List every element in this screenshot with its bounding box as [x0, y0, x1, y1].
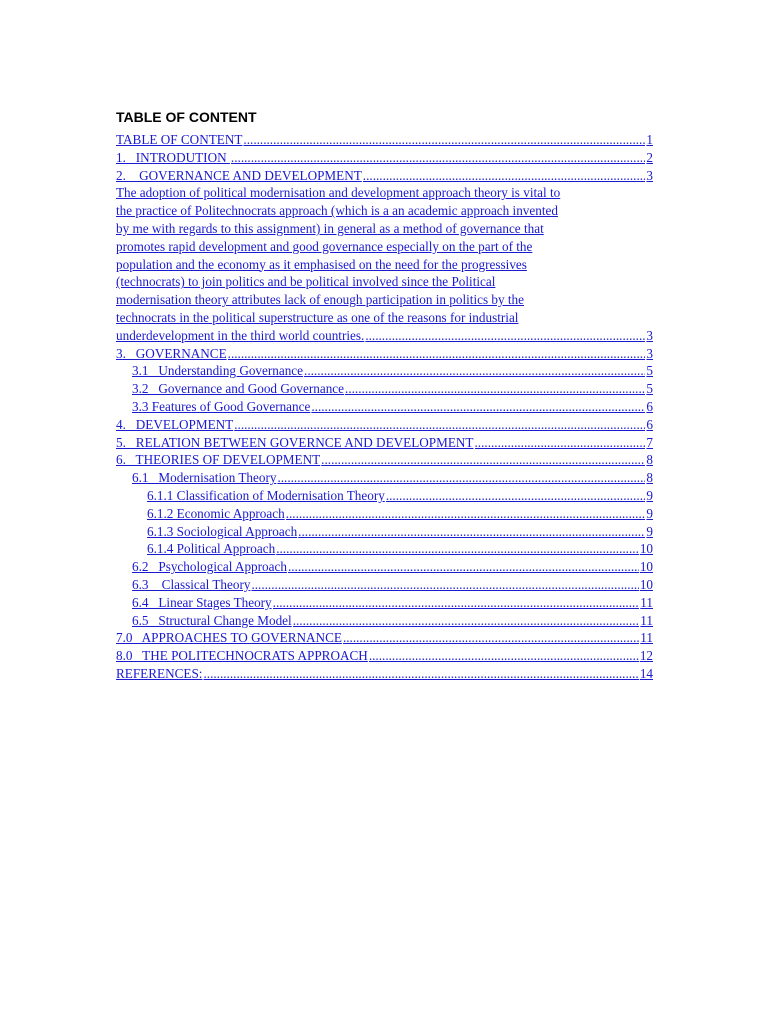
toc-paragraph-line: modernisation theory attributes lack of enough participation in politics by the	[116, 292, 524, 308]
toc-entry-page: 10	[639, 559, 653, 575]
toc-entry-modernisation-theory[interactable]	[116, 469, 653, 487]
toc-entry-page: 5	[646, 381, 653, 397]
toc-entry-page: 1	[646, 132, 653, 147]
toc-leader-dots	[293, 612, 640, 630]
toc-entry-title: 6.1.1 Classification of Modernisation Theory	[147, 487, 385, 503]
toc-entry-page: 3	[646, 345, 653, 361]
toc-entry-approaches-to-governance[interactable]	[116, 629, 653, 647]
toc-entry-page: 11	[640, 612, 653, 628]
toc-entry-title: 1. INTRODUTION	[116, 149, 230, 165]
toc-entry-title: 6.1.3 Sociological Approach	[147, 523, 298, 539]
toc-entry-title: 6.2 Psychological Approach	[132, 559, 287, 575]
toc-entry-governance-and-good-governance[interactable]	[116, 380, 653, 398]
toc-entry-page: 8	[646, 452, 653, 468]
toc-entry-title: 3.1 Understanding Governance	[132, 363, 304, 379]
toc-entry-title: 7.0 APPROACHES TO GOVERNANCE	[116, 630, 342, 646]
toc-entry-title: 6.1 Modernisation Theory	[132, 470, 277, 486]
toc-leader-dots	[231, 149, 645, 167]
toc-entry-references[interactable]	[116, 665, 653, 683]
toc-entry-title: 2. GOVERNANCE AND DEVELOPMENT	[116, 167, 362, 183]
toc-paragraph-line: promotes rapid development and good governance especially on the part of the	[116, 238, 533, 254]
toc-entry-title: 6.4 Linear Stages Theory	[132, 594, 272, 610]
toc-entry-introduction[interactable]	[116, 149, 653, 167]
toc-heading: TABLE OF CONTENT	[116, 109, 257, 125]
toc-leader-dots	[386, 487, 646, 505]
toc-entry-title: 6. THEORIES OF DEVELOPMENT	[116, 452, 321, 468]
toc-entry-sociological-approach[interactable]	[116, 523, 653, 541]
toc-leader-dots	[273, 594, 640, 612]
toc-entry-features-of-good-governance[interactable]	[116, 398, 653, 416]
toc-entry-page: 3	[646, 327, 653, 343]
toc-entry-title: 8.0 THE POLITECHNOCRATS APPROACH	[116, 648, 368, 664]
toc-entry-theories-of-development[interactable]	[116, 451, 653, 469]
toc-entry-title: REFERENCES:	[116, 665, 203, 681]
toc-leader-dots	[365, 327, 645, 345]
toc-entry-page: 3	[646, 167, 653, 183]
toc-entry-page: 11	[640, 630, 653, 646]
toc-entry-title: TABLE OF CONTENT	[116, 132, 243, 147]
toc-entry-page: 9	[646, 487, 653, 503]
toc-leader-dots	[288, 558, 639, 576]
toc-entry-page: 11	[640, 594, 653, 610]
toc-leader-dots	[243, 131, 645, 149]
toc-leader-dots	[203, 665, 638, 683]
toc-leader-dots	[321, 451, 645, 469]
toc-entry-economic-approach[interactable]	[116, 505, 653, 523]
toc-entry-title: 6.3 Classical Theory	[132, 576, 251, 592]
toc-entry-classification-modernisation[interactable]	[116, 487, 653, 505]
toc-leader-dots	[286, 505, 646, 523]
toc-entry-governance[interactable]	[116, 345, 653, 363]
toc-entry-page: 9	[646, 505, 653, 521]
toc-entry-understanding-governance[interactable]	[116, 362, 653, 380]
toc-entry-page: 12	[639, 648, 653, 664]
toc-entry-title: 3. GOVERNANCE	[116, 345, 227, 361]
toc-entry-title: 4. DEVELOPMENT	[116, 416, 234, 432]
toc-leader-dots	[228, 345, 646, 363]
toc-entry-classical-theory[interactable]	[116, 576, 653, 594]
toc-leader-dots	[277, 469, 645, 487]
toc-entry-governance-and-development[interactable]	[116, 167, 653, 185]
toc-paragraph-line: underdevelopment in the third world countries.	[116, 327, 365, 343]
toc-entry-title: 6.1.4 Political Approach	[147, 541, 276, 557]
toc-paragraph-line: the practice of Politechnocrats approach (which is a an academic approach invented	[116, 203, 558, 219]
toc-entry-title: 3.3 Features of Good Governance	[132, 398, 311, 414]
toc-leader-dots	[298, 523, 645, 541]
toc-entry-page: 7	[646, 434, 653, 450]
toc-paragraph-line: (technocrats) to join politics and be political involved since the Political	[116, 274, 496, 290]
toc-leader-dots	[234, 416, 645, 434]
toc-leader-dots	[311, 398, 645, 416]
toc-leader-dots	[345, 380, 645, 398]
toc-entry-title: 3.2 Governance and Good Governance	[132, 381, 345, 397]
toc-entry-relation-governance-development[interactable]	[116, 434, 653, 452]
toc-paragraph-line: by me with regards to this assignment) in general as a method of governance that	[116, 220, 544, 236]
toc-entry-page: 10	[639, 576, 653, 592]
document-page	[116, 108, 653, 683]
toc-entry-page: 8	[646, 470, 653, 486]
toc-entry-paragraph[interactable]	[116, 184, 653, 344]
toc-entry-psychological-approach[interactable]	[116, 558, 653, 576]
toc-list	[116, 131, 653, 683]
toc-entry-page: 2	[646, 149, 653, 165]
toc-entry-title: 6.5 Structural Change Model	[132, 612, 292, 628]
toc-leader-dots	[369, 647, 639, 665]
toc-entry-title: 6.1.2 Economic Approach	[147, 505, 285, 521]
toc-entry-page: 5	[646, 363, 653, 379]
toc-entry-page: 14	[639, 665, 653, 681]
toc-paragraph-line: The adoption of political modernisation and development approach theory is vital to	[116, 185, 561, 201]
toc-entry-title: 5. RELATION BETWEEN GOVERNCE AND DEVELOPMENT	[116, 434, 474, 450]
toc-paragraph-line: technocrats in the political superstructure as one of the reasons for industrial	[116, 309, 519, 325]
toc-leader-dots	[343, 629, 639, 647]
toc-entry-page: 9	[646, 523, 653, 539]
toc-paragraph-line: population and the economy as it emphasised on the need for the progressives	[116, 256, 527, 272]
toc-paragraph-last-row	[116, 327, 653, 345]
toc-entry-politechnocrats-approach[interactable]	[116, 647, 653, 665]
toc-entry-development[interactable]	[116, 416, 653, 434]
toc-leader-dots	[304, 362, 645, 380]
toc-entry-page: 10	[639, 541, 653, 557]
toc-entry-page: 6	[646, 416, 653, 432]
toc-leader-dots	[363, 167, 646, 185]
toc-leader-dots	[475, 434, 646, 452]
toc-entry-table-of-content[interactable]	[116, 131, 653, 149]
toc-entry-linear-stages-theory[interactable]	[116, 594, 653, 612]
toc-entry-political-approach[interactable]	[116, 540, 653, 558]
toc-entry-structural-change-model[interactable]	[116, 612, 653, 630]
toc-entry-page: 6	[646, 398, 653, 414]
toc-leader-dots	[251, 576, 638, 594]
toc-leader-dots	[276, 540, 639, 558]
